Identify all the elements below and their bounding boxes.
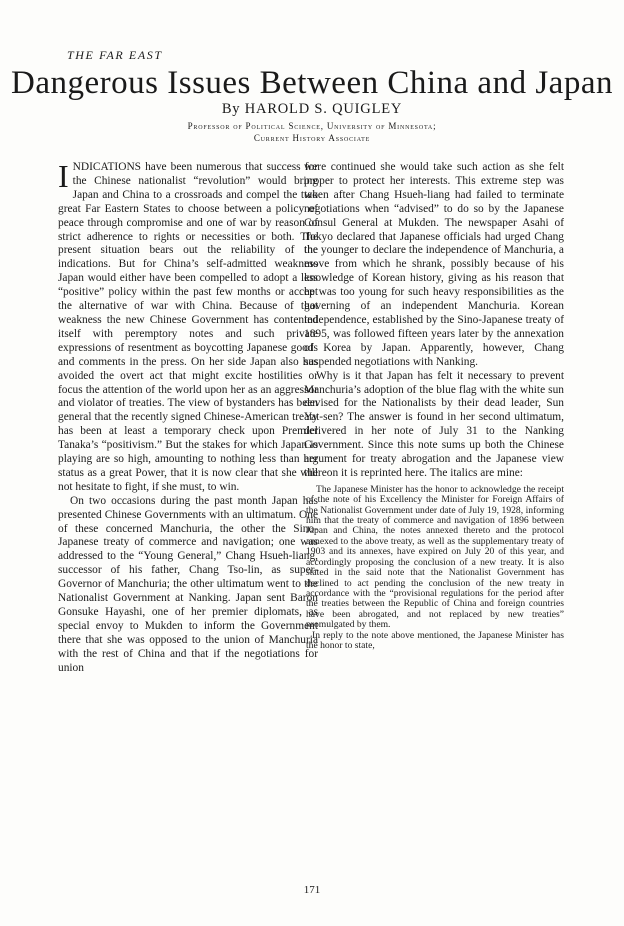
author-affiliation-line-1: Professor of Political Science, University of Minnesota; xyxy=(187,121,437,131)
page-number: 171 xyxy=(303,884,321,896)
quote-paragraph-2: In reply to the note above mentioned, the Japanese Minister has the honor to state, xyxy=(306,629,564,651)
section-label: THE FAR EAST xyxy=(67,48,163,62)
block-quote xyxy=(304,485,564,652)
author-byline: By HAROLD S. QUIGLEY xyxy=(221,101,403,117)
drop-cap: I xyxy=(58,161,69,194)
right-paragraph-2: Why is it that Japan has felt it necessary to prevent Manchuria’s adoption of the blue flag with the white sun devised for the Nationalists by their dead leader, Sun Yat-sen? The answer is found in her second ultimatum, delivered in her note of July 31 to the Nanking Government. Since this note sums up both the Chinese argument for treaty abrogation and the Japanese view thereon it is reprinted here. The italics are mine: xyxy=(304,369,564,479)
left-paragraph-1 xyxy=(58,161,318,495)
right-paragraph-1: were continued she would take such action as she felt proper to protect her interests. This extreme step was taken after Chang Hsueh-liang had failed to terminate negotiations when “advised” to do so by the Japanese Consul General at Mukden. The newspaper Asahi of Tokyo declared that Japanese officials had urged Chang the younger to declare the independence of Manchuria, a move from which he shrank, possibly because of his knowledge of Korean history, giving as his reason that he was too young for such heavy responsibilities as the governing of an independent Manchuria. Korean independence, established by the Sino-Japanese treaty of 1895, was followed fifteen years later by the annexation of Korea by Japan. Apparently, however, Chang suspended negotiations with Nanking. xyxy=(304,161,564,368)
author-affiliation-line-2: Current History Associate xyxy=(253,133,371,143)
left-paragraph-1-text: NDICATIONS have been numerous that success for the Chinese nationalist “revolution” would bring Japan and China to a crossroads and compel the two great Far Eastern States to choose between a policy of peace through compromise and one of war by reason of strict adherence to rights or necessities or both. The present situation bears out the reliability of the indications. But for China’s self-admitted weakness Japan would either have been compelled to adopt a less “positive” policy within the past few months or accept the alternative of war with China. Because of that weakness the new Chinese Government has contented itself with peremptory notes and such private expressions of resentment as boycotting Japanese goods and comments in the press. On her side Japan also has avoided the overt act that might excite hostilities or focus the attention of the world upon her as an aggressor and violator of treaties. The view of bystanders has been general that the recently signed Chinese-American treaty has been at least a temporary check upon Premier Tanaka’s “positivism.” But the stakes for which Japan is playing are so high, amounting to nothing less than her status as a great Power, that it is now clear that she will not hesitate to fight, if she must, to win. xyxy=(58,161,318,493)
quote-paragraph-1: The Japanese Minister has the honor to acknowledge the receipt of the note of his Excellency the Minister for Foreign Affairs of the Nationalist Government under date of July 19, 1928, informing him that the treaty of commerce and navigation of 1896 between Japan and China, the notes annexed thereto and the protocol annexed to the above treaty, as well as the supplementary treaty of 1903 and its annexes, have expired on July 20 of this year, and accordingly proposing the conclusion of a new treaty. It is also stated in the said note that the Nationalist Government has declined to act pending the conclusion of the new treaty in accordance with the “provisional regulations for the period after the treaties between the Republic of China and foreign countries have been abrogated, and not replaced by new treaties” promulgated by them. xyxy=(306,483,564,631)
article-title: Dangerous Issues Between China and Japan xyxy=(11,65,613,101)
right-column xyxy=(304,161,564,895)
left-column xyxy=(58,161,318,895)
left-paragraph-2: On two occasions during the past month Japan has presented Chinese Governments with an ultimatum. One of these concerned Manchuria, the other the Sino-Japanese treaty of commerce and navigation; one was addressed to the “Young General,” Chang Hsueh-liang, successor of his father, Chang Tso-lin, as super-Governor of Manchuria; the other ultimatum went to the Nationalist Government at Nanking. Japan sent Baron Gonsuke Hayashi, one of her premier diplomats, as special envoy to Mukden to inform the Government there that she was opposed to the union of Manchuria with the rest of China and that if the negotiations for union xyxy=(58,494,318,674)
